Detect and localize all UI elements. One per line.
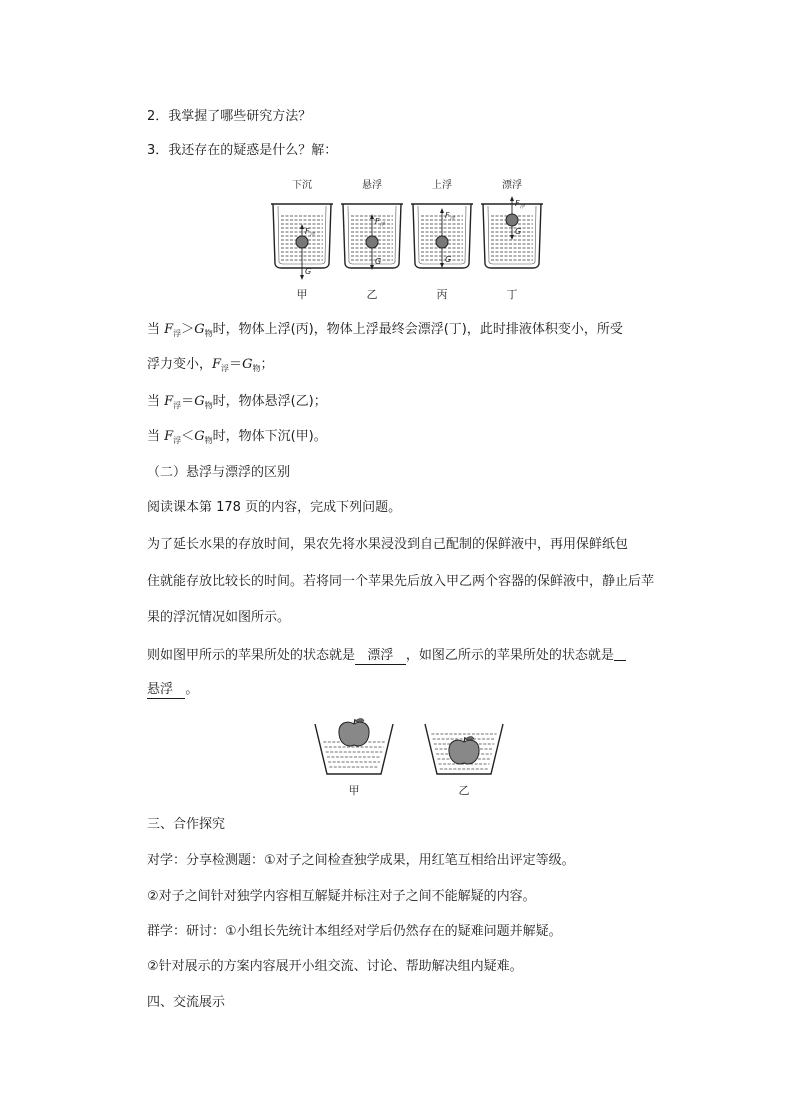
ball	[506, 214, 518, 226]
force-G-label: G	[375, 257, 382, 266]
ball	[436, 236, 448, 248]
paragraph-line-3: 果的浮沉情况如图所示。	[147, 610, 291, 625]
cooperation-line-3: 群学：研讨：①小组长先统计本组经对学后仍然存在的疑难问题并解疑。	[147, 924, 562, 939]
force-F-label: $F_浮$	[445, 211, 455, 222]
paragraph-line-1: 为了延长水果的存放时间，果农先将水果浸没到自己配制的保鲜液中，再用保鲜纸包	[147, 537, 629, 552]
state-label: 悬浮	[362, 180, 382, 191]
section-heading-3: 三、合作探究	[147, 817, 226, 832]
arrow-head-up	[370, 214, 374, 219]
force-G-label: G	[515, 227, 522, 236]
arrow-head-down	[300, 275, 304, 280]
beaker-label: 丁	[506, 288, 518, 301]
reading-instruction: 阅读课本第 178 页的内容，完成下列问题。	[147, 500, 402, 515]
arrow-head-up	[510, 196, 514, 201]
beaker-丙	[411, 178, 473, 301]
beaker-label: 甲	[296, 288, 308, 301]
buoyancy-beakers-figure	[268, 176, 568, 306]
state-label: 下沉	[292, 180, 312, 191]
force-F-label: $F_浮$	[375, 217, 385, 228]
section-heading-4: 四、交流展示	[147, 995, 226, 1010]
answer-blank-2: 悬浮	[147, 682, 185, 699]
condition-rise-cont: 浮力变小，$F_浮=G_物$；	[147, 357, 274, 373]
condition-rise: 当 $F_浮>G_物$时，物体上浮(丙)，物体上浮最终会漂浮(丁)，此时排液体积变小，所受	[147, 322, 623, 338]
question-3: 3．我还存在的疑惑是什么？解：	[147, 143, 338, 158]
beaker-乙	[341, 178, 403, 301]
force-F-label: $F_浮$	[515, 199, 525, 210]
apple-leaf	[355, 719, 364, 723]
beaker-label: 丙	[436, 288, 448, 301]
G-symbol: G	[194, 322, 205, 337]
apple-container-甲	[315, 719, 393, 798]
question-2: 2．我掌握了哪些研究方法？	[147, 109, 312, 124]
force-F-label: $F_浮$	[305, 227, 315, 238]
container-label: 甲	[348, 784, 360, 797]
beaker-丁	[481, 178, 543, 301]
arrow-head-down	[510, 235, 514, 240]
arrow-head-down	[440, 263, 444, 268]
answer-blank-1: 漂浮	[355, 648, 406, 665]
fill-in-question: 则如图甲所示的苹果所处的状态就是 漂浮 ，如图乙所示的苹果所处的状态就是	[147, 646, 626, 665]
force-G-label: G	[445, 255, 452, 264]
container-label: 乙	[458, 784, 470, 797]
ball	[366, 236, 378, 248]
F-symbol: F	[164, 322, 174, 337]
condition-sink: 当 $F_浮<G_物$时，物体下沉(甲)。	[147, 429, 327, 445]
apple-leaf	[465, 737, 474, 741]
cooperation-line-2: ②对子之间针对独学内容相互解疑并标注对子之间不能解疑的内容。	[147, 889, 536, 904]
state-label: 上浮	[432, 180, 452, 191]
force-G-label: G	[305, 267, 312, 276]
apple-containers-figure	[313, 712, 513, 802]
apple-container-乙	[425, 724, 503, 797]
cooperation-line-1: 对学：分享检测题：①对子之间检查独学成果，用红笔互相给出评定等级。	[147, 853, 575, 868]
apple-icon	[339, 722, 369, 746]
beaker-label: 乙	[366, 288, 378, 301]
beaker-甲	[271, 179, 333, 301]
apple-icon	[449, 740, 479, 764]
section-heading-2: （二）悬浮与漂浮的区别	[147, 465, 291, 480]
ball	[296, 236, 308, 248]
arrow-head-up	[440, 208, 444, 213]
cooperation-line-4: ②针对展示的方案内容展开小组交流、讨论、帮助解决组内疑难。	[147, 959, 523, 974]
fill-in-question-cont: 悬浮 。	[147, 682, 199, 697]
arrow-head-up	[300, 224, 304, 229]
paragraph-line-2: 住就能存放比较长的时间。若将同一个苹果先后放入甲乙两个容器的保鲜液中，静止后苹	[147, 574, 655, 589]
condition-suspend: 当 $F_浮=G_物$时，物体悬浮(乙)；	[147, 394, 327, 410]
state-label: 漂浮	[502, 180, 522, 191]
